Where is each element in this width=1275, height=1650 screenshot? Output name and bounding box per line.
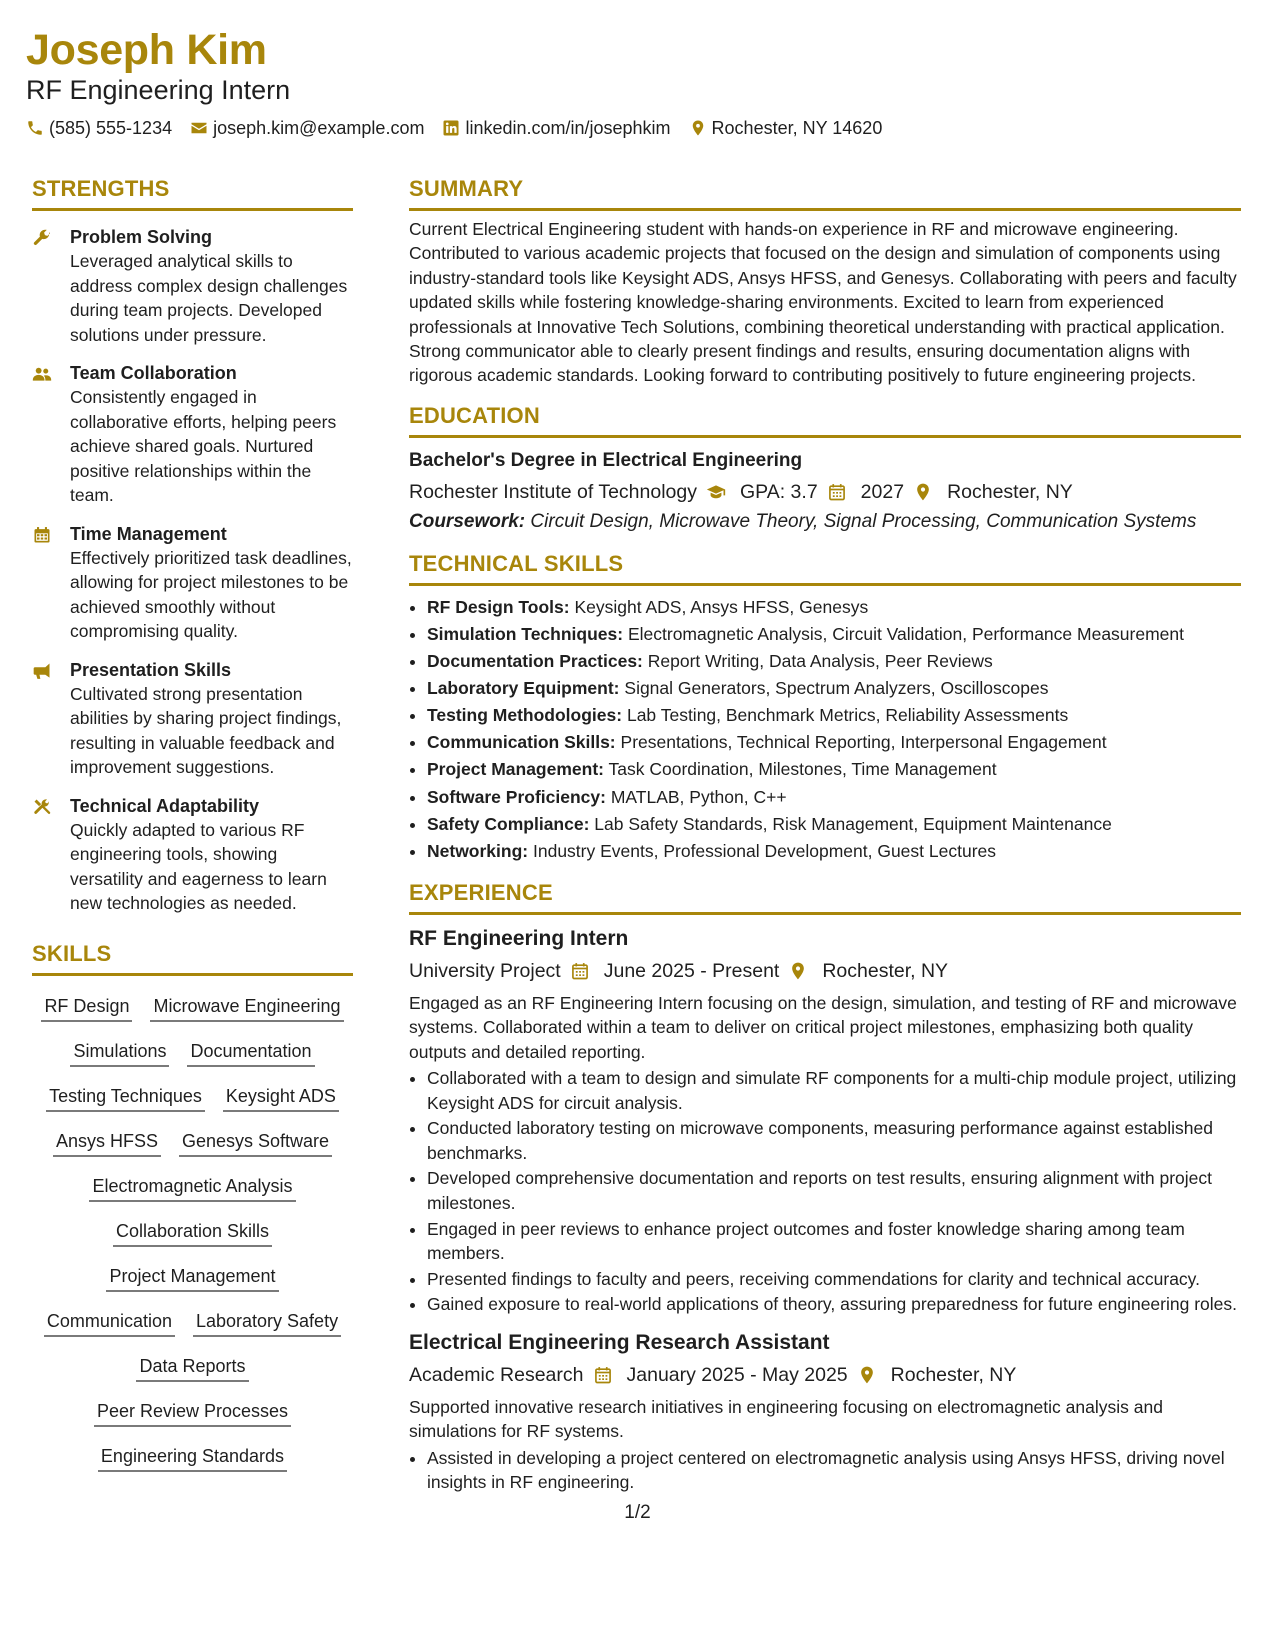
list-item — [427, 648, 1241, 675]
list-item: • Developed comprehensive documentation and reports on test results, ensuring alignment with project milestones. — [427, 1166, 1241, 1215]
list-item — [427, 702, 1241, 729]
map-pin-icon — [689, 119, 707, 137]
phone-icon — [26, 119, 44, 137]
summary-text: Current Electrical Engineering student with hands-on experience in RF and microwave engineering. Contributed to various academic projects that focused on the design and simulation of components using industry-standard tools like Keysight ADS, Ansys HFSS, and Genesys. Collaborating with peers and faculty updated skills while fostering knowledge-sharing environments. Excited to learn from experienced professionals at Innovative Tech Solutions, combining theoretical understanding with practical application. Strong communicator able to clearly present findings and results, ensuring documentation aligns with rigorous academic standards. Looking forward to contributing positively to future engineering projects. — [409, 219, 1237, 386]
skill-tag: Documentation — [187, 1039, 314, 1067]
calendar-icon — [32, 525, 52, 545]
org-text: University Project — [409, 959, 561, 982]
skill-tag: RF Design — [41, 994, 132, 1022]
school-text: Rochester Institute of Technology — [409, 480, 697, 503]
skill-tag: Peer Review Processes — [94, 1399, 291, 1427]
list-item — [427, 811, 1241, 838]
gpa — [740, 478, 847, 506]
strength-item — [32, 794, 353, 916]
list-item: • Presented findings to faculty and peers, receiving commendations for clarity and technical accuracy. — [427, 1267, 1241, 1292]
contact-location — [689, 116, 883, 140]
skill-value: Lab Testing, Benchmark Metrics, Reliability Assessments — [626, 705, 1069, 726]
location-text: Rochester, NY 14620 — [711, 118, 883, 138]
skill-tag: Microwave Engineering — [150, 994, 343, 1022]
skill-tag: Laboratory Safety — [193, 1309, 341, 1337]
list-item: • Conducted laboratory testing on microwave components, measuring performance against established benchmarks. — [427, 1116, 1241, 1165]
envelope-icon — [190, 119, 208, 137]
contact-phone[interactable] — [26, 116, 172, 140]
candidate-role: RF Engineering Intern — [26, 75, 291, 105]
skill-label: Testing Methodologies: — [427, 705, 623, 726]
skill-value: Lab Safety Standards, Risk Management, Equipment Maintenance — [594, 813, 1112, 834]
degree-title: Bachelor's Degree in Electrical Engineering — [409, 449, 803, 471]
job-dates — [604, 957, 809, 985]
strength-item — [32, 225, 353, 347]
skill-label: Laboratory Equipment: — [427, 678, 620, 699]
strength-item — [32, 658, 353, 780]
strength-desc: Consistently engaged in collaborative efforts, helping peers achieve shared goals. Nurtured positive relationships within the team. — [70, 387, 337, 505]
job-bullets — [409, 1446, 1241, 1495]
list-item — [427, 675, 1241, 702]
strengths-heading: STRENGTHS — [32, 175, 353, 211]
education-meta — [409, 478, 1241, 506]
skill-value: Keysight ADS, Ansys HFSS, Genesys — [574, 596, 869, 617]
map-pin-icon — [788, 961, 808, 981]
skills-tag-list — [32, 994, 353, 1472]
strength-desc: Quickly adapted to various RF engineering tools, showing versatility and eagerness to learn new technologies as needed. — [70, 819, 327, 913]
phone-text: (585) 555-1234 — [49, 118, 173, 138]
job-dates — [627, 1361, 877, 1389]
skill-label: Simulation Techniques: — [427, 623, 624, 644]
strength-title: Time Management — [70, 523, 227, 544]
dates-text: June 2025 - Present — [603, 959, 780, 982]
email-text: joseph.kim@example.com — [213, 118, 425, 138]
skill-value: Presentations, Technical Reporting, Interpersonal Engagement — [620, 732, 1107, 753]
calendar-icon — [593, 1365, 613, 1385]
skill-tag: Testing Techniques — [46, 1084, 205, 1112]
job-title: RF Engineering Intern — [409, 926, 629, 950]
map-pin-icon — [857, 1365, 877, 1385]
job-description: Supported innovative research initiatives in engineering focusing on electromagnetic analysis and simulations for RF systems. — [409, 1396, 1163, 1442]
experience-heading: EXPERIENCE — [409, 879, 1241, 915]
right-column — [409, 175, 1241, 1495]
contact-row — [26, 116, 1249, 140]
skill-label: Software Proficiency: — [427, 786, 606, 807]
job-meta — [409, 1361, 1241, 1389]
wrench-icon — [32, 228, 52, 248]
job-title: Electrical Engineering Research Assistant — [409, 1330, 830, 1354]
job-bullets — [409, 1066, 1241, 1317]
strength-desc: Cultivated strong presentation abilities by sharing project findings, resulting in valuable feedback and improvement suggestions. — [70, 683, 342, 777]
summary-heading: SUMMARY — [409, 175, 1241, 211]
skill-value: Industry Events, Professional Development, Guest Lectures — [533, 840, 997, 861]
skill-tag: Keysight ADS — [223, 1084, 339, 1112]
grad-year — [861, 478, 933, 506]
skill-tag: Ansys HFSS — [53, 1129, 161, 1157]
contact-email[interactable] — [190, 116, 424, 140]
list-item — [427, 838, 1241, 865]
list-item: • Engaged in peer reviews to enhance project outcomes and foster knowledge sharing among team members. — [427, 1217, 1241, 1266]
left-column — [32, 175, 353, 1472]
skill-tag: Project Management — [106, 1264, 278, 1292]
job-org — [409, 957, 590, 985]
strength-desc: Effectively prioritized task deadlines, allowing for project milestones to be achieved smoothly without compromising quality. — [70, 547, 352, 641]
skill-value: MATLAB, Python, C++ — [610, 786, 787, 807]
coursework-list: Circuit Design, Microwave Theory, Signal Processing, Communication Systems — [530, 510, 1197, 532]
strength-title: Problem Solving — [70, 227, 213, 247]
skill-tag: Collaboration Skills — [113, 1219, 272, 1247]
skill-label: Communication Skills: — [427, 732, 616, 753]
tools-icon — [32, 797, 52, 817]
megaphone-icon — [32, 661, 52, 681]
strength-title: Team Collaboration — [70, 363, 237, 383]
resume-header — [26, 24, 1249, 140]
list-item: • Collaborated with a team to design and simulate RF components for a multi-chip module project, utilizing Keysight ADS for circuit analysis. — [427, 1066, 1241, 1115]
users-icon — [32, 364, 52, 384]
skill-value: Electromagnetic Analysis, Circuit Validation, Performance Measurement — [627, 623, 1184, 644]
dates-text: January 2025 - May 2025 — [626, 1363, 848, 1386]
list-item — [427, 784, 1241, 811]
skill-label: Networking: — [427, 840, 529, 861]
job-meta — [409, 957, 1241, 985]
list-item — [427, 756, 1241, 783]
skill-tag: Genesys Software — [179, 1129, 332, 1157]
list-item: • Gained exposure to real-world applications of theory, assuring preparedness for future engineering roles. — [427, 1292, 1241, 1317]
school-location: Rochester, NY — [947, 480, 1073, 503]
skill-value: Signal Generators, Spectrum Analyzers, Oscilloscopes — [624, 678, 1049, 699]
skill-label: Project Management: — [427, 759, 604, 780]
list-item — [427, 621, 1241, 648]
technical-skills-list — [409, 594, 1241, 865]
skill-tag: Electromagnetic Analysis — [89, 1174, 295, 1202]
skill-tag: Data Reports — [136, 1354, 248, 1382]
skill-label: Safety Compliance: — [427, 813, 590, 834]
skill-label: Documentation Practices: — [427, 651, 643, 672]
skill-label: RF Design Tools: — [427, 596, 570, 617]
linkedin-icon — [442, 119, 460, 137]
list-item — [427, 594, 1241, 621]
calendar-icon — [827, 482, 847, 502]
skill-tag: Communication — [44, 1309, 175, 1337]
strength-title: Presentation Skills — [70, 659, 232, 680]
page-number: 1/2 — [624, 1502, 651, 1523]
map-pin-icon — [913, 482, 933, 502]
strength-item — [32, 361, 353, 508]
skills-heading: SKILLS — [32, 940, 353, 976]
list-item — [427, 729, 1241, 756]
strength-title: Technical Adaptability — [70, 795, 260, 816]
skill-value: Task Coordination, Milestones, Time Management — [608, 759, 997, 780]
education-heading: EDUCATION — [409, 402, 1241, 438]
job-description: Engaged as an RF Engineering Intern focusing on the design, simulation, and testing of RF and microwave systems. Collaborated within a team to deliver on critical project milestones, emphasizing both quality outputs and detailed reporting. — [409, 992, 1237, 1062]
contact-linkedin[interactable] — [442, 116, 670, 140]
calendar-icon — [570, 961, 590, 981]
candidate-name: Joseph Kim — [26, 26, 267, 74]
coursework-line — [409, 508, 1241, 536]
gpa-text: GPA: 3.7 — [739, 480, 818, 503]
skill-value: Report Writing, Data Analysis, Peer Reviews — [647, 651, 993, 672]
skill-tag: Simulations — [70, 1039, 169, 1067]
coursework-label: Coursework: — [409, 510, 526, 532]
job-location: Rochester, NY — [822, 959, 949, 982]
graduation-cap-icon — [706, 482, 726, 502]
job-org — [409, 1361, 613, 1389]
school-name — [409, 478, 726, 506]
list-item: • Assisted in developing a project centered on electromagnetic analysis using Ansys HFSS, driving novel insights in RF engineering. — [427, 1446, 1241, 1495]
year-text: 2027 — [860, 480, 905, 503]
job-location: Rochester, NY — [890, 1363, 1017, 1386]
strength-desc: Leveraged analytical skills to address complex design challenges during team projects. Developed solutions under pressure. — [70, 251, 348, 345]
org-text: Academic Research — [409, 1363, 584, 1386]
strength-item — [32, 522, 353, 644]
skill-tag: Engineering Standards — [98, 1444, 287, 1472]
linkedin-text: linkedin.com/in/josephkim — [465, 118, 671, 138]
technical-skills-heading: TECHNICAL SKILLS — [409, 550, 1241, 586]
